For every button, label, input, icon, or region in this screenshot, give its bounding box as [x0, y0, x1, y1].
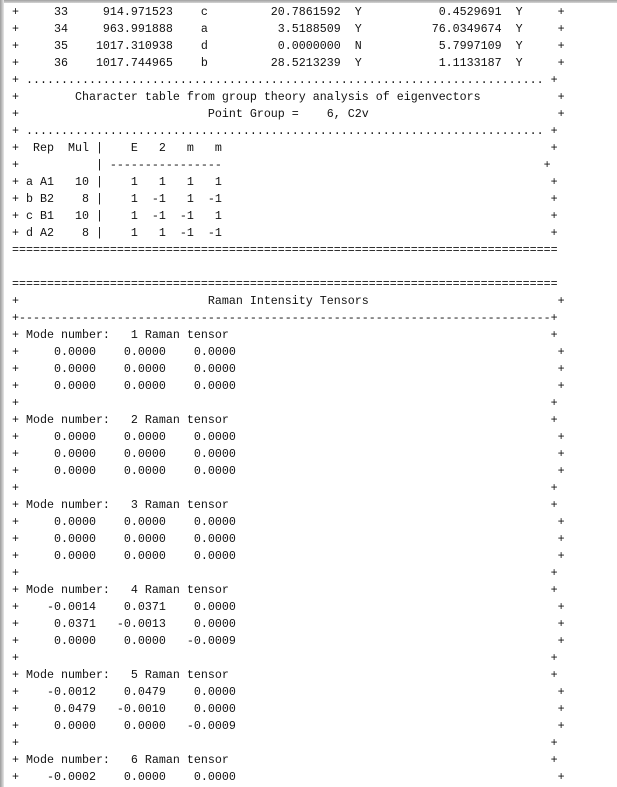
mode-row-33: + 33 914.971523 c 20.7861592 Y 0.4529691 Y + [12, 5, 565, 19]
raman-section-divider: +----------------------------------------------------------------------------+ [12, 311, 558, 325]
mode-1-header: + Mode number: 1 Raman tensor + [12, 328, 558, 342]
spacer-line: + + [12, 736, 558, 750]
tensor-row: + 0.0479 -0.0010 0.0000 + [12, 702, 565, 716]
dotted-rule: + .......................................................................... + [12, 73, 558, 87]
tensor-row: + 0.0000 0.0000 0.0000 + [12, 379, 565, 393]
double-rule: ============================================================================== [12, 277, 558, 291]
mode-row-35: + 35 1017.310938 d 0.0000000 N 5.7997109 Y + [12, 39, 565, 53]
tensor-row: + 0.0000 0.0000 0.0000 + [12, 447, 565, 461]
mode-5-header: + Mode number: 5 Raman tensor + [12, 668, 558, 682]
point-group-line: + Point Group = 6, C2v + [12, 107, 565, 121]
mode-4-header: + Mode number: 4 Raman tensor + [12, 583, 558, 597]
dotted-rule: + .......................................................................... + [12, 124, 558, 138]
tensor-row: + 0.0000 0.0000 0.0000 + [12, 362, 565, 376]
tensor-row: + 0.0000 0.0000 0.0000 + [12, 430, 565, 444]
tensor-row: + 0.0000 0.0000 -0.0009 + [12, 719, 565, 733]
tensor-row: + 0.0000 0.0000 0.0000 + [12, 532, 565, 546]
spacer-line: + + [12, 566, 558, 580]
tensor-row: + 0.0371 -0.0013 0.0000 + [12, 617, 565, 631]
mode-2-header: + Mode number: 2 Raman tensor + [12, 413, 558, 427]
blank-line [12, 259, 612, 276]
double-rule: ============================================================================== [12, 243, 558, 257]
raman-section-title: + Raman Intensity Tensors + [12, 294, 565, 308]
mode-row-36: + 36 1017.744965 b 28.5213239 Y 1.1133187 Y + [12, 56, 565, 70]
character-table-title: + Character table from group theory analysis of eigenvectors + [12, 90, 565, 104]
character-table-row-b2: + b B2 8 | 1 -1 1 -1 + [12, 192, 558, 206]
tensor-row: + 0.0000 0.0000 0.0000 + [12, 515, 565, 529]
text-viewer[interactable] [12, 4, 612, 787]
mode-3-header: + Mode number: 3 Raman tensor + [12, 498, 558, 512]
tensor-row: + -0.0012 0.0479 0.0000 + [12, 685, 565, 699]
tensor-row: + -0.0014 0.0371 0.0000 + [12, 600, 565, 614]
tensor-row: + 0.0000 0.0000 0.0000 + [12, 464, 565, 478]
window-top-border [0, 0, 617, 3]
character-table-divider: + | ---------------- + [12, 158, 551, 172]
tensor-row: + 0.0000 0.0000 -0.0009 + [12, 634, 565, 648]
character-table-row-b1: + c B1 10 | 1 -1 -1 1 + [12, 209, 558, 223]
tensor-row: + 0.0000 0.0000 0.0000 + [12, 345, 565, 359]
spacer-line: + + [12, 481, 558, 495]
spacer-line: + + [12, 396, 558, 410]
mode-row-34: + 34 963.991888 a 3.5188509 Y 76.0349674 Y + [12, 22, 565, 36]
spacer-line: + + [12, 651, 558, 665]
tensor-row: + -0.0002 0.0000 0.0000 + [12, 770, 565, 784]
character-table-header: + Rep Mul | E 2 m m + [12, 141, 558, 155]
character-table-row-a1: + a A1 10 | 1 1 1 1 + [12, 175, 558, 189]
tensor-row: + 0.0000 0.0000 0.0000 + [12, 549, 565, 563]
mode-6-header: + Mode number: 6 Raman tensor + [12, 753, 558, 767]
character-table-row-a2: + d A2 8 | 1 1 -1 -1 + [12, 226, 558, 240]
window-left-border [0, 0, 4, 787]
